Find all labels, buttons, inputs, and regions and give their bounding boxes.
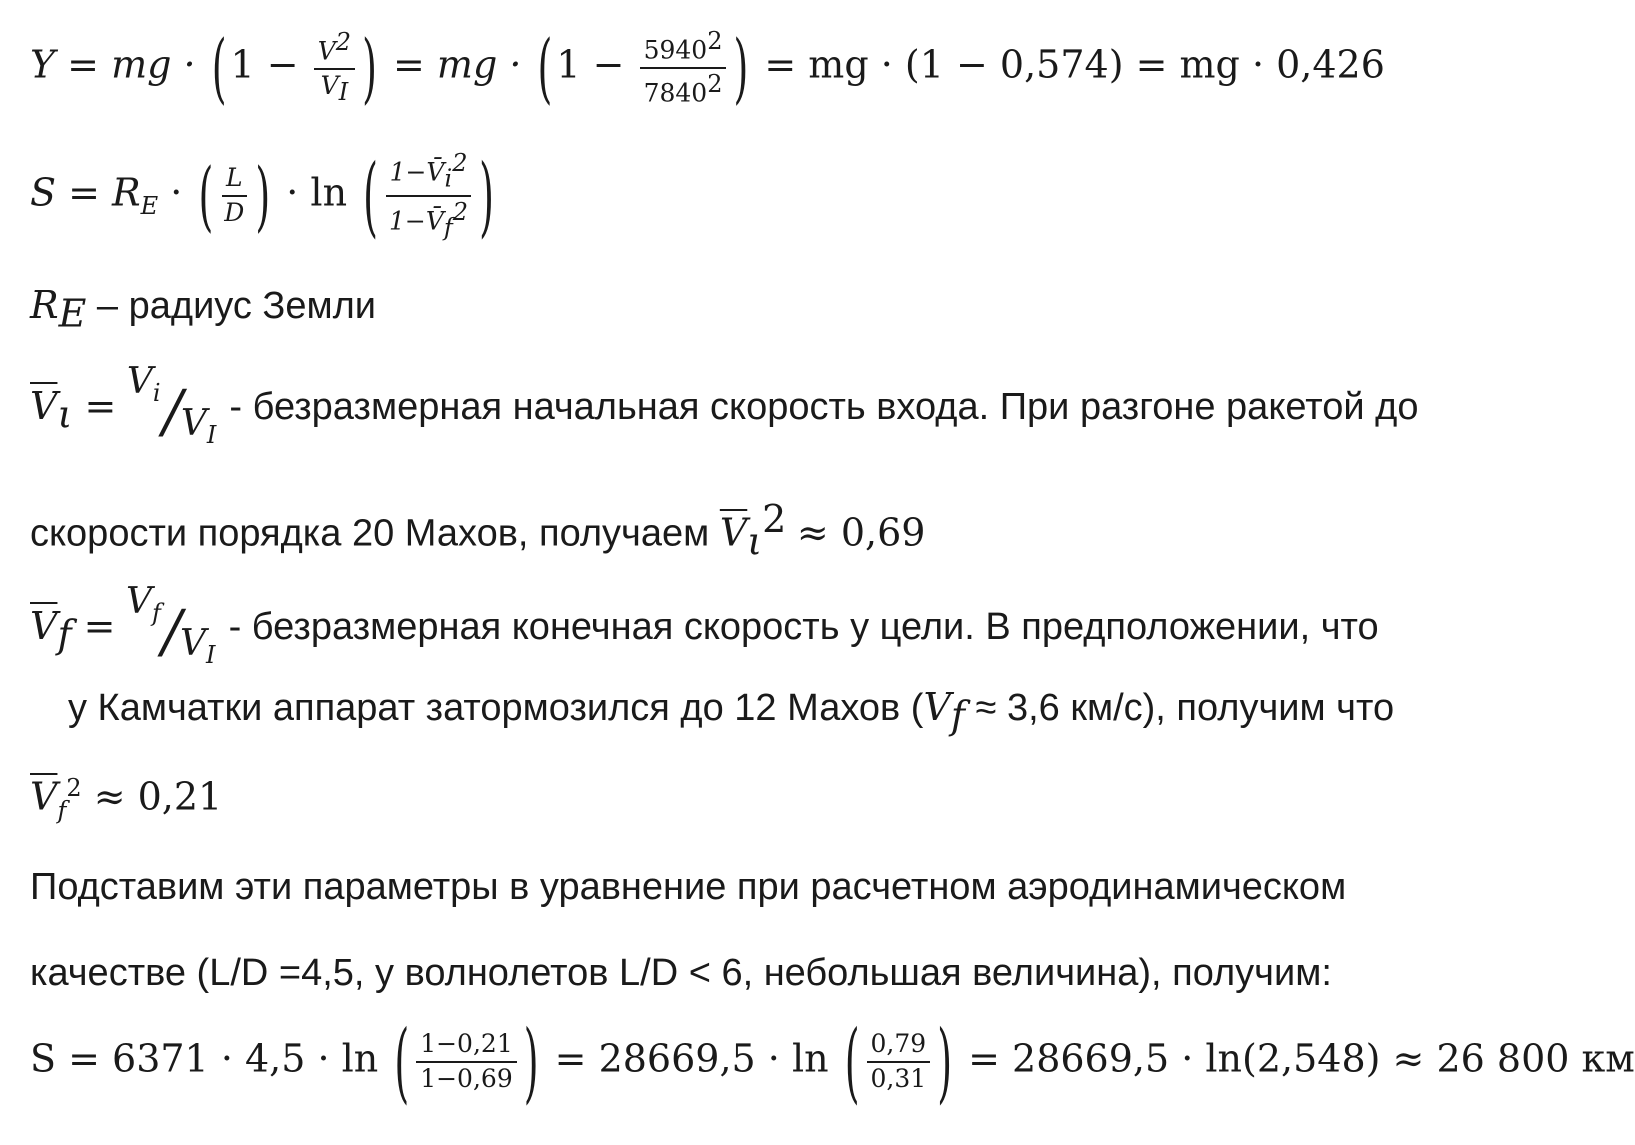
eq3-rhs: = 28669,5 · ln(2,548) ≈ 26 800 км <box>968 1036 1635 1081</box>
eq1-one-minus: 1 − <box>230 42 299 87</box>
vi-ratio <box>126 361 219 450</box>
vi-top: V <box>126 361 153 402</box>
eq1-fraction-v <box>314 29 355 107</box>
eq2-fraction-ld <box>220 164 248 228</box>
vf-text: - безразмерная конечная скорость у цели. В предположении, что <box>228 606 1379 649</box>
vi-text: - безразмерная начальная скорость входа. При разгоне ракетой до <box>229 386 1419 429</box>
eq3-den2: 0,31 <box>870 1063 927 1093</box>
vf-line-2 <box>68 685 1395 738</box>
vi-line2-symbol: $\overline{V}$ <box>719 510 748 555</box>
vf-eq: = <box>71 604 116 649</box>
vf-line3-approx: ≈ 0,21 <box>81 774 223 819</box>
eq3-mid: = 28669,5 · ln <box>554 1036 829 1081</box>
vi-bot-sub: I <box>206 421 217 450</box>
eq3-paren-close: ) <box>523 1011 539 1113</box>
eq1-num-sup: 2 <box>335 28 352 57</box>
eq1-one-minus-2: 1 − <box>556 42 625 87</box>
vi-top-sub: i <box>152 379 161 408</box>
eq2-paren-close: ) <box>255 151 271 240</box>
eq1-den2-sup: 2 <box>707 70 723 99</box>
vf-definition <box>30 581 1379 670</box>
vf-symbol: $\overline{V}$ <box>30 604 58 649</box>
vf-line2-sub: f <box>950 693 965 738</box>
eq2-lhs: S = R <box>30 170 141 215</box>
vi-definition <box>30 361 1419 450</box>
vi-symbol: $\overline{V}$ <box>30 384 58 429</box>
eq1-fraction-numbers <box>640 28 727 108</box>
eq3-fraction-1 <box>416 1030 517 1094</box>
eq2-num2-sub: i <box>444 164 453 193</box>
vf-line3-sub: f <box>57 796 67 825</box>
eq2-den: D <box>224 197 245 227</box>
vf-line2-symbol: V <box>923 685 951 729</box>
paren-close: ) <box>362 24 377 113</box>
re-symbol: R <box>30 283 59 327</box>
paren-open: ( <box>211 24 227 113</box>
vi-symbol-sub: ι <box>57 392 73 437</box>
equation-range <box>30 145 498 247</box>
eq1-num2: 5940 <box>643 35 708 65</box>
eq2-den2-sub: f <box>443 213 453 242</box>
eq2-dot: · <box>170 170 183 215</box>
equation-lift <box>30 24 1385 113</box>
eq2-num2-sup: 2 <box>452 149 468 177</box>
eq2-num: L <box>222 164 247 197</box>
vi-line-2 <box>30 497 926 564</box>
vf-bot-sub: I <box>206 641 216 670</box>
vf-line3-symbol: $\overline{V}$ <box>30 774 58 819</box>
equation-result <box>30 1011 1635 1113</box>
eq1-lhs: Y = mg · <box>30 42 196 87</box>
vi-slash: / <box>162 377 183 445</box>
paren-open-2: ( <box>537 24 553 113</box>
eq3-paren-open-2: ( <box>844 1011 860 1113</box>
eq3-fraction-2 <box>867 1030 931 1094</box>
eq2-paren-close-2: ) <box>479 145 494 247</box>
eq3-num: 1−0,21 <box>416 1030 517 1063</box>
eq2-paren-open-2: ( <box>363 145 378 247</box>
eq1-den: V <box>320 71 339 101</box>
paren-close-2: ) <box>733 24 749 113</box>
eq2-lhs-sub: E <box>140 192 159 221</box>
eq3-den: 1−0,69 <box>420 1063 513 1093</box>
vf-symbol-sub: f <box>57 612 72 657</box>
re-text: – радиус Земли <box>86 285 377 327</box>
eq1-mid: = mg · <box>393 42 522 87</box>
eq1-den-sub: I <box>338 78 349 107</box>
eq2-den2: 1−V̄ <box>388 206 444 236</box>
re-definition <box>30 283 377 336</box>
vi-eq: = <box>72 384 117 429</box>
eq2-ln: · ln <box>286 170 348 215</box>
paragraph-line-1: Подставим эти параметры в уравнение при расчетном аэродинамическом <box>30 866 1347 908</box>
re-sub: E <box>58 291 87 336</box>
vf-top-sub: f <box>152 599 161 628</box>
eq2-den2-sup: 2 <box>452 197 469 226</box>
vf-line3-sup: 2 <box>66 774 82 802</box>
eq1-num2-sup: 2 <box>707 27 723 55</box>
vf-line-3 <box>30 774 223 825</box>
vi-line2-approx: ≈ 0,69 <box>796 510 926 555</box>
eq1-num: V <box>317 36 336 66</box>
vf-bot: V <box>180 623 207 664</box>
eq1-den2: 7840 <box>643 78 708 108</box>
eq2-fraction-vel <box>385 150 472 242</box>
vi-bot: V <box>180 403 207 444</box>
vi-line2-text: скорости порядка 20 Махов, получаем <box>30 512 720 555</box>
eq3-lhs: S = 6371 · 4,5 · ln <box>30 1036 379 1081</box>
vi-line2-sup: 2 <box>762 497 787 541</box>
eq2-paren-open: ( <box>198 151 214 240</box>
vi-line2-sub: ι <box>747 519 763 564</box>
paragraph-line-2: качестве (L/D =4,5, у волнолетов L/D < 6, небольшая величина), получим: <box>30 952 1332 994</box>
eq1-rhs: = mg · (1 − 0,574) = mg · 0,426 <box>764 42 1385 87</box>
eq3-paren-close-2: ) <box>937 1011 953 1113</box>
vf-ratio <box>126 581 218 670</box>
eq2-num2: 1−V̄ <box>389 157 445 187</box>
eq3-paren-open: ( <box>394 1011 410 1113</box>
vf-slash: / <box>162 597 182 665</box>
vf-line2-text: у Камчатки аппарат затормозился до 12 Махов ( <box>68 687 924 729</box>
eq3-num2: 0,79 <box>867 1030 931 1063</box>
vf-line2-approx: ≈ 3,6 км/с), получим что <box>964 687 1395 729</box>
vf-top: V <box>126 581 153 622</box>
